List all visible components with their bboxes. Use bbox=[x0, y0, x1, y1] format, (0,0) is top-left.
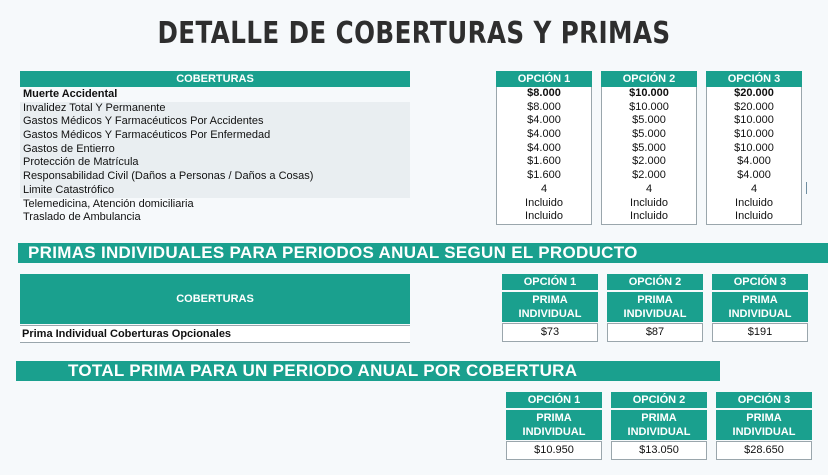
coverage-row: Limite Catastrófico bbox=[20, 184, 410, 198]
option-3-cell: $20.000 bbox=[734, 100, 774, 113]
option-1-cell: $1.600 bbox=[527, 169, 561, 182]
total-option-1-header: OPCIÓN 1 bbox=[506, 392, 602, 408]
coverage-row: Gastos Médicos Y Farmacéuticos Por Enfermedad bbox=[20, 129, 410, 143]
total-option-2 bbox=[611, 392, 707, 460]
option-3-cell: $4.000 bbox=[737, 169, 771, 182]
coverage-list bbox=[20, 88, 410, 225]
total-option-2-header: OPCIÓN 2 bbox=[611, 392, 707, 408]
primas-option-2-sub: PRIMA INDIVIDUAL bbox=[607, 292, 703, 322]
total-option-1-value: $10.950 bbox=[506, 441, 602, 460]
option-2-cell: Incluido bbox=[630, 210, 668, 223]
primas-row-label: Prima Individual Coberturas Opcionales bbox=[20, 325, 410, 343]
primas-option-2 bbox=[607, 274, 703, 342]
total-option-3-sub: PRIMA INDIVIDUAL bbox=[716, 410, 812, 440]
primas-option-1-sub: PRIMA INDIVIDUAL bbox=[502, 292, 598, 322]
option-3-cell: $10.000 bbox=[734, 128, 774, 141]
option-2-cell: $5.000 bbox=[632, 114, 666, 127]
primas-individuales-bar: PRIMAS INDIVIDUALES PARA PERIODOS ANUAL SEGUN EL PRODUCTO bbox=[18, 243, 828, 263]
option-3-cell: $10.000 bbox=[734, 141, 774, 154]
option-2-header: OPCIÓN 2 bbox=[601, 71, 697, 87]
primas-option-3-header: OPCIÓN 3 bbox=[712, 274, 808, 290]
option-1-header: OPCIÓN 1 bbox=[496, 71, 592, 87]
option-1-cell: $8.000 bbox=[527, 100, 561, 113]
option-3-cell: Incluido bbox=[735, 196, 773, 209]
primas-option-1-header: OPCIÓN 1 bbox=[502, 274, 598, 290]
total-option-3 bbox=[716, 392, 812, 460]
option-2-cell: $10.000 bbox=[629, 100, 669, 113]
total-option-1 bbox=[506, 392, 602, 460]
option-3-cell: 4 bbox=[750, 182, 758, 195]
option-2-cell: $5.000 bbox=[632, 141, 666, 154]
total-prima-bar: TOTAL PRIMA PARA UN PERIODO ANUAL POR COBERTURA bbox=[16, 361, 720, 381]
coverage-row: Gastos Médicos Y Farmacéuticos Por Accidentes bbox=[20, 115, 410, 129]
option-2-cell: 4 bbox=[645, 182, 653, 195]
option-2-cell: $5.000 bbox=[632, 128, 666, 141]
coverage-row: Telemedicina, Atención domiciliaria bbox=[23, 197, 194, 210]
coverage-row: Traslado de Ambulancia bbox=[23, 211, 141, 224]
option-2-cell: Incluido bbox=[630, 196, 668, 209]
coverage-row: Protección de Matrícula bbox=[20, 156, 410, 170]
coverage-row: Gastos de Entierro bbox=[20, 143, 410, 157]
option-1-column bbox=[496, 71, 592, 225]
primas-coverage-header: COBERTURAS bbox=[20, 274, 410, 324]
option-1-cell: 4 bbox=[540, 182, 548, 195]
total-option-3-header: OPCIÓN 3 bbox=[716, 392, 812, 408]
option-1-cell: $1.600 bbox=[527, 155, 561, 168]
total-option-2-sub: PRIMA INDIVIDUAL bbox=[611, 410, 707, 440]
option-1-cell: $4.000 bbox=[527, 114, 561, 127]
coverage-row: Invalidez Total Y Permanente bbox=[20, 102, 410, 116]
primas-option-3-sub: PRIMA INDIVIDUAL bbox=[712, 292, 808, 322]
coverage-header: COBERTURAS bbox=[20, 71, 410, 87]
option-2-column bbox=[601, 71, 697, 225]
option-3-cell: $10.000 bbox=[734, 114, 774, 127]
primas-option-1-value: $73 bbox=[502, 323, 598, 342]
primas-option-3-value: $191 bbox=[712, 323, 808, 342]
option-1-cell: Incluido bbox=[525, 210, 563, 223]
total-option-2-value: $13.050 bbox=[611, 441, 707, 460]
option-3-cell: Incluido bbox=[735, 210, 773, 223]
divider bbox=[806, 182, 807, 194]
page-title: DETALLE DE COBERTURAS Y PRIMAS bbox=[157, 16, 671, 51]
option-3-column bbox=[706, 71, 802, 225]
option-1-cell: Incluido bbox=[525, 196, 563, 209]
option-3-cell: $20.000 bbox=[734, 87, 774, 99]
coverage-row: Responsabilidad Civil (Daños a Personas / Daños a Cosas) bbox=[20, 170, 410, 184]
option-1-cell: $4.000 bbox=[527, 128, 561, 141]
option-2-cell: $2.000 bbox=[632, 155, 666, 168]
primas-option-2-header: OPCIÓN 2 bbox=[607, 274, 703, 290]
option-2-cell: $2.000 bbox=[632, 169, 666, 182]
primas-option-2-value: $87 bbox=[607, 323, 703, 342]
option-1-cell: $8.000 bbox=[527, 87, 561, 99]
total-option-1-sub: PRIMA INDIVIDUAL bbox=[506, 410, 602, 440]
total-option-3-value: $28.650 bbox=[716, 441, 812, 460]
primas-option-1 bbox=[502, 274, 598, 342]
coverage-row: Muerte Accidental bbox=[23, 88, 118, 100]
primas-option-3 bbox=[712, 274, 808, 342]
option-2-cell: $10.000 bbox=[629, 87, 669, 99]
option-1-cell: $4.000 bbox=[527, 141, 561, 154]
option-3-cell: $4.000 bbox=[737, 155, 771, 168]
option-3-header: OPCIÓN 3 bbox=[706, 71, 802, 87]
